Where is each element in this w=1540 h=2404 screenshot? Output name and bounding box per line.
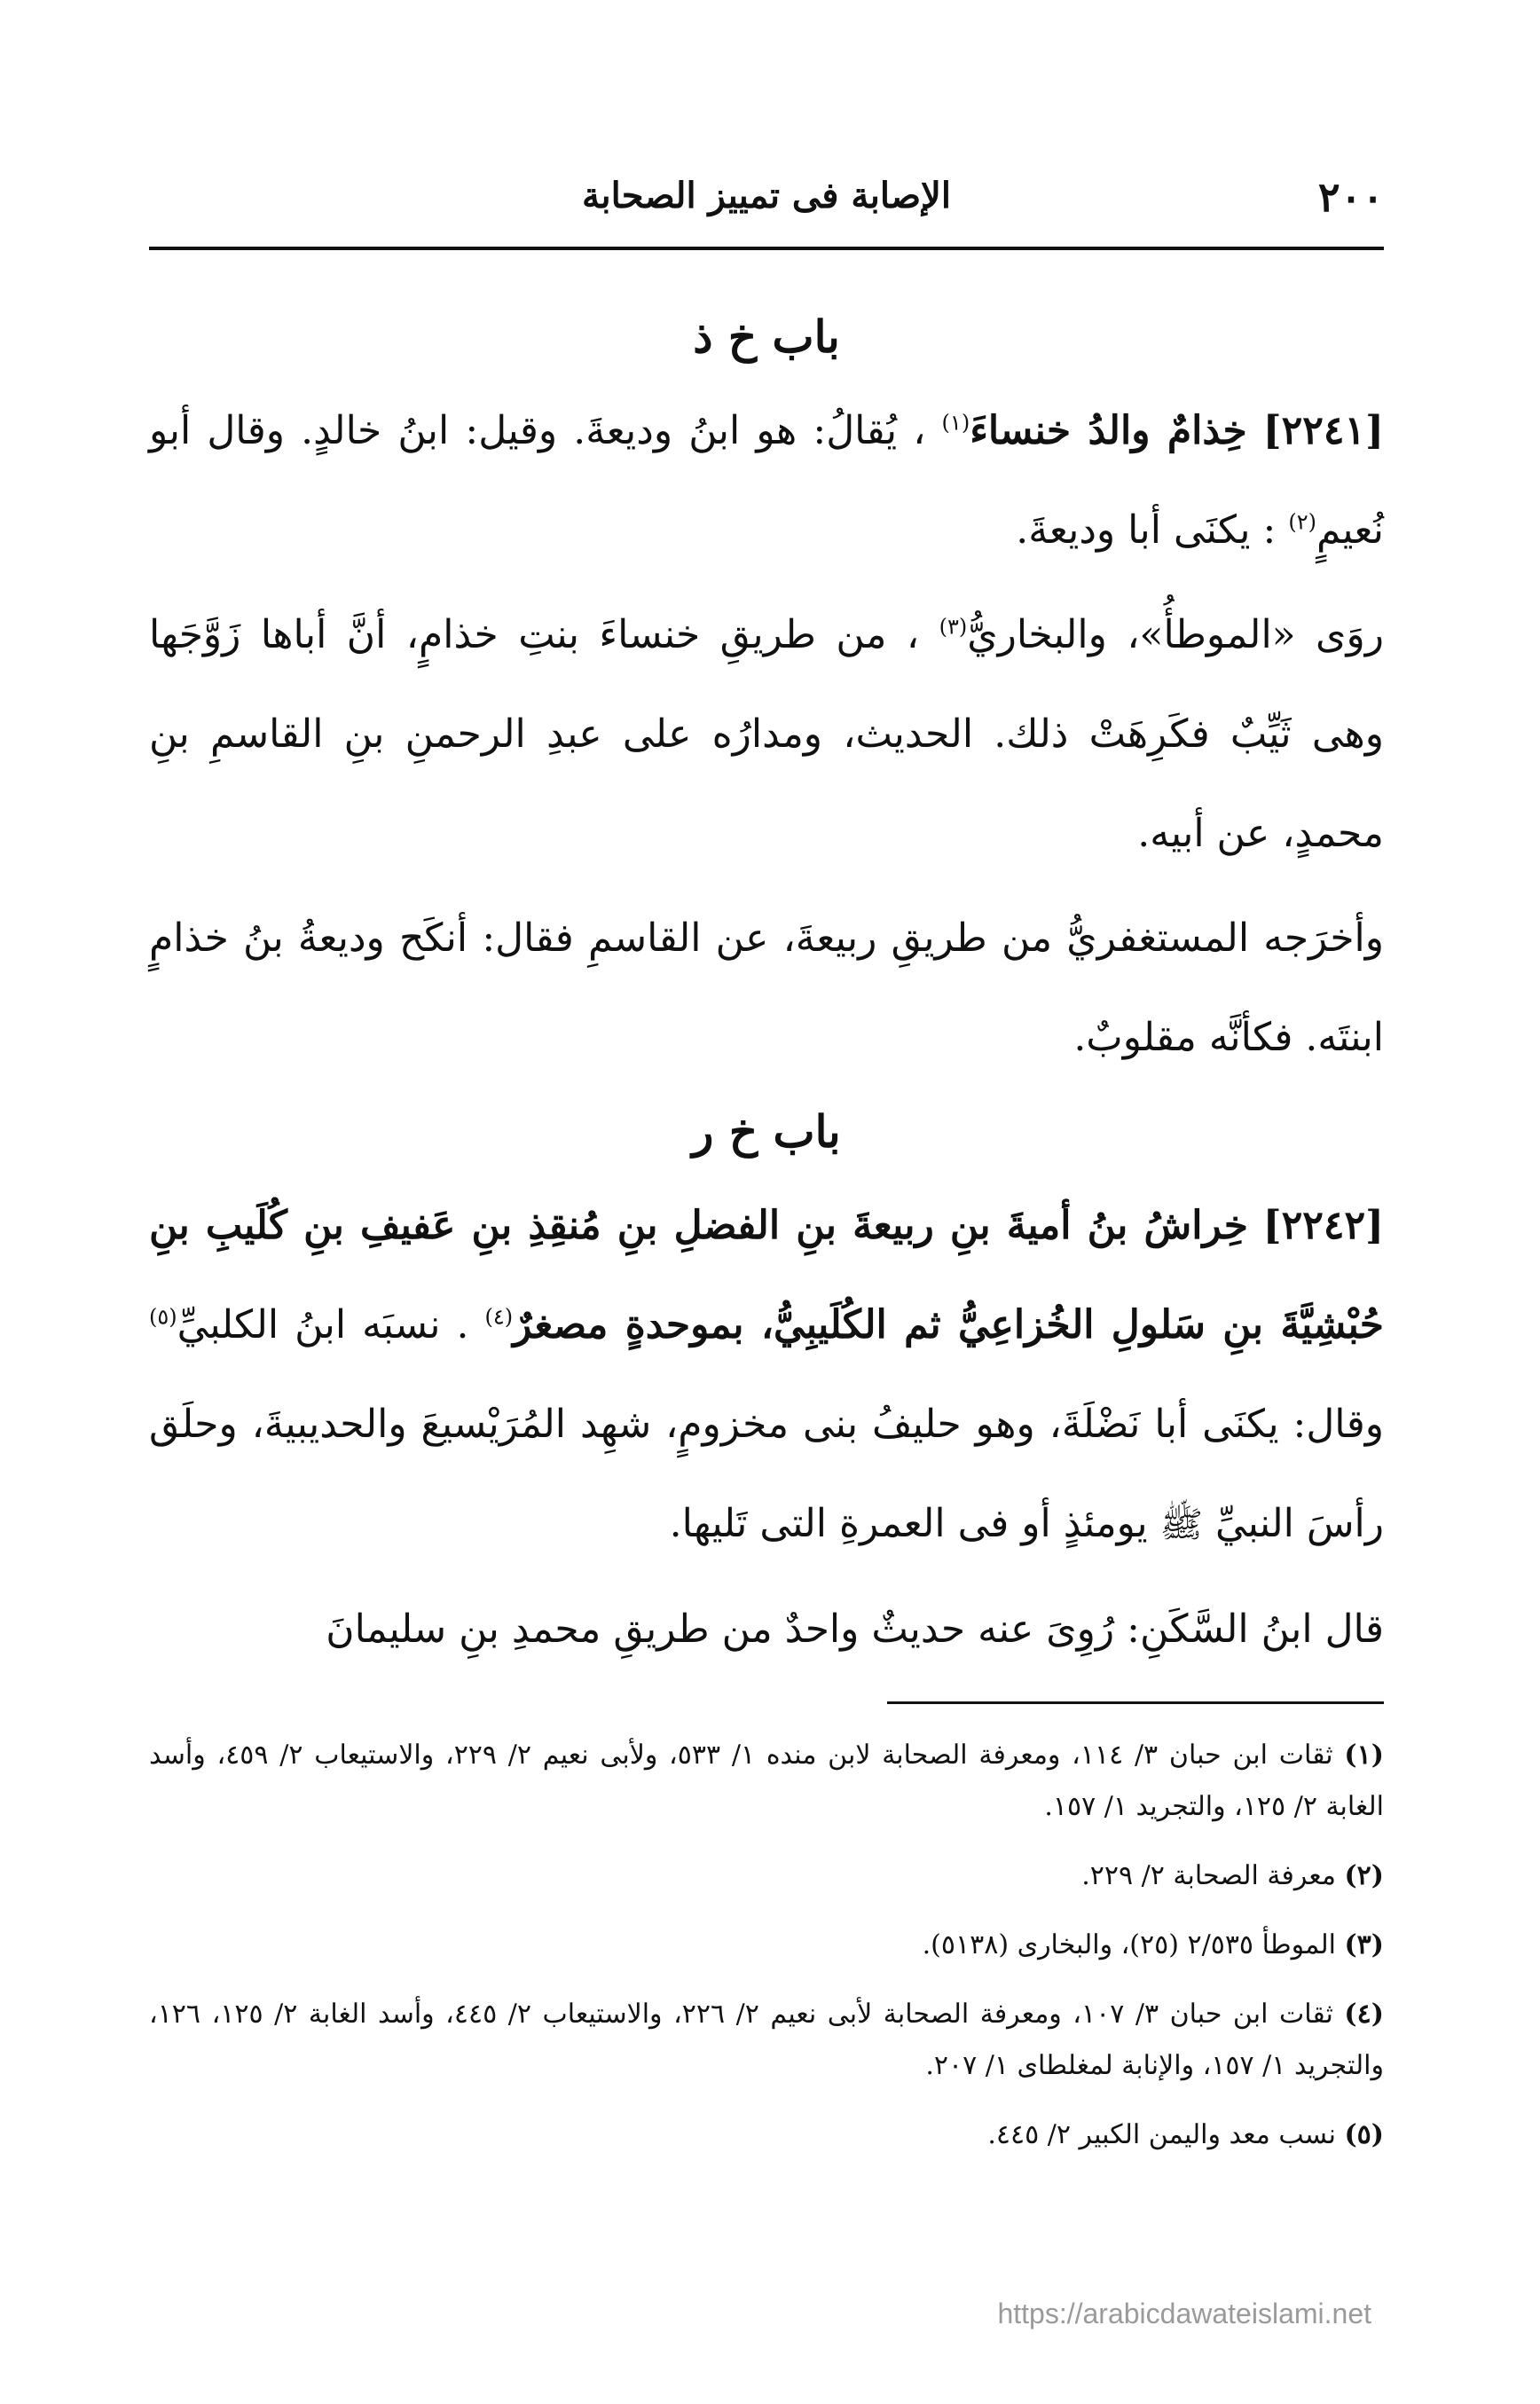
- footnote: [149, 1989, 1384, 2092]
- footnote-marker: (٤): [1344, 1999, 1384, 2030]
- entry-text: : يكنَى أبا وديعةَ.: [1016, 507, 1277, 553]
- footnote: [149, 1730, 1384, 1833]
- footnote-rule: [887, 1701, 1384, 1704]
- footnote: [149, 1920, 1384, 1971]
- paragraph-text: قال ابنُ السَّكَنِ: رُوِىَ عنه حديثٌ واحدٌ من طريقِ محمدِ بنِ سليمانَ: [326, 1607, 1384, 1652]
- entry-number: [٢٢٤٢]: [1262, 1203, 1384, 1248]
- entry-text: ، يُقالُ: هو ابنُ وديعةَ. وقيل: ابنُ خالدٍ. وقال أبو نُعيمٍ: [149, 408, 1384, 553]
- footnote-ref: (٤): [484, 1304, 514, 1330]
- entry-2242: [149, 1176, 1384, 1575]
- entry-headword: خِراشُ بنُ أميةَ بنِ ربيعةَ بنِ الفضلِ بنِ مُنقِذِ بنِ عَفيفِ بنِ كُلَيبِ بنِ حُبْشِيَّةَ بنِ سَلولِ الخُزاعِيُّ ثم الكُلَيبِيُّ، بموحدةٍ مصغرٌ: [149, 1203, 1384, 1347]
- chapter-heading: باب خ ر: [692, 1105, 841, 1158]
- main-text: [149, 293, 1384, 1679]
- footnote-text: نسب معد واليمن الكبير ٢/ ٤٤٥.: [987, 2119, 1336, 2150]
- running-title: الإصابة فى تمييز الصحابة: [582, 175, 951, 216]
- watermark-url: https://arabicdawateislami.net: [997, 2298, 1371, 2329]
- footnote-ref: (١): [941, 410, 970, 436]
- entry-2241: [149, 381, 1384, 580]
- page-header: [149, 173, 1384, 235]
- footnote-text: معرفة الصحابة ٢/ ٢٢٩.: [1081, 1860, 1336, 1891]
- paragraph: [149, 889, 1384, 1088]
- entry-text: . نسبَه ابنُ الكلبيِّ: [177, 1302, 469, 1347]
- header-rule: [149, 247, 1384, 250]
- entry-headword: خِذامٌ والدُ خنساءَ: [970, 408, 1247, 453]
- footnote: [149, 1850, 1384, 1902]
- footnote-text: الموطأ ٢/٥٣٥ (٢٥)، والبخارى (٥١٣٨).: [922, 1929, 1336, 1960]
- footnote: [149, 2109, 1384, 2161]
- paragraph-text: ، من طريقِ خنساءَ بنتِ خذامٍ، أنَّ أباها زَوَّجَها وهى ثَيِّبٌ فكَرِهَتْ ذلك. الحديث، ومدارُه على عبدِ الرحمنِ بنِ القاسمِ بنِ محمدٍ، عن أبيه.: [149, 612, 1384, 856]
- paragraph-text: وأخرَجه المستغفريُّ من طريقِ ربيعةَ، عن القاسمِ فقال: أنكَح وديعةُ بنُ خذامٍ ابنتَه. فكأنَّه مقلوبٌ.: [149, 915, 1384, 1060]
- page-number: ٢٠٠: [1317, 173, 1384, 221]
- paragraph-text: روَى «الموطأُ»، والبخاريُّ: [967, 612, 1384, 657]
- entry-text: يومئذٍ أو فى العمرةِ التى تَليها.: [669, 1501, 1148, 1546]
- entry-text: وقال: يكنَى أبا نَضْلَةَ، وهو حليفُ بنى مخزومٍ، شهِد المُرَيْسيعَ والحديبيةَ، وحلَق رأسَ النبيِّ: [149, 1402, 1384, 1546]
- footnote-marker: (١): [1344, 1740, 1384, 1771]
- footnote-ref: (٢): [1288, 509, 1316, 535]
- footnote-marker: (٥): [1344, 2119, 1384, 2150]
- entry-number: [٢٢٤١]: [1262, 408, 1384, 453]
- footnote-marker: (٣): [1344, 1929, 1384, 1960]
- footnote-ref: (٥): [149, 1304, 177, 1330]
- honorific-glyph: ﷺ: [1159, 1504, 1203, 1545]
- paragraph: [149, 585, 1384, 884]
- footnote-text: ثقات ابن حبان ٣/ ١١٤، ومعرفة الصحابة لابن منده ١/ ٥٣٣، ولأبى نعيم ٢/ ٢٢٩، والاستيعاب ٢/ ٤٥٩، وأسد الغابة ٢/ ١٢٥، والتجريد ١/ ١٥٧.: [149, 1740, 1384, 1822]
- footnote-text: ثقات ابن حبان ٣/ ١٠٧، ومعرفة الصحابة لأبى نعيم ٢/ ٢٢٦، والاستيعاب ٢/ ٤٤٥، وأسد الغابة ٢/ ١٢٥، ١٢٦، والتجريد ١/ ١٥٧، والإنابة لمغلطاى ١/ ٢٠٧.: [149, 1999, 1384, 2081]
- footnote-marker: (٢): [1344, 1860, 1384, 1891]
- chapter-heading: باب خ ذ: [693, 310, 840, 363]
- footnote-ref: (٣): [939, 614, 968, 640]
- paragraph: [149, 1580, 1384, 1679]
- footnotes: [149, 1730, 1384, 2179]
